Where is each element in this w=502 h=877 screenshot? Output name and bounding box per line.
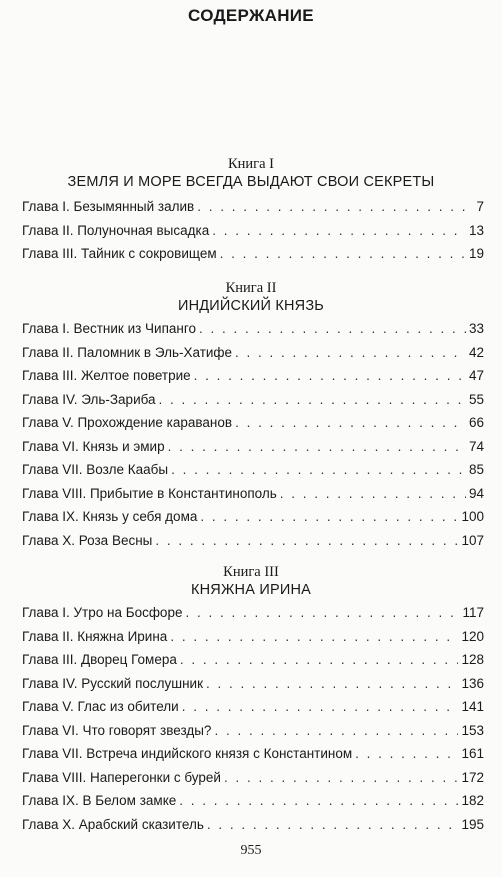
chapter-page: 85 (468, 462, 484, 477)
chapter-title: Глава IX. В Белом замке (22, 793, 177, 808)
book-label: Книга I (227, 156, 275, 172)
chapter-page: 13 (468, 222, 484, 238)
chapter-title: Глава I. Вестник из Чипанго (22, 321, 196, 336)
toc-entry[interactable] (22, 817, 484, 841)
chapter-page: 19 (468, 246, 484, 261)
chapter-page: 107 (461, 532, 484, 548)
chapter-title: Глава IX. Князь у себя дома (22, 509, 198, 524)
book-heading-1 (0, 155, 502, 192)
book-name: ИНДИЙСКИЙ КНЯЗЬ (177, 298, 324, 314)
chapter-page: 136 (461, 675, 484, 691)
toc-entry[interactable] (22, 770, 484, 794)
chapter-page: 195 (461, 816, 484, 832)
toc-entry[interactable] (22, 415, 484, 439)
dot-leader (171, 462, 466, 477)
dot-leader (355, 746, 458, 761)
chapter-title: Глава III. Желтое поветрие (22, 368, 191, 383)
dot-leader (224, 770, 459, 785)
chapter-title: Глава I. Утро на Босфоре (22, 605, 183, 620)
dot-leader (185, 605, 459, 620)
chapter-title: Глава VI. Что говорят звезды? (22, 722, 212, 738)
chapter-page: 47 (468, 368, 484, 383)
page-title: СОДЕРЖАНИЕ (188, 6, 314, 25)
chapter-page: 94 (468, 485, 484, 501)
toc-entry[interactable] (22, 223, 484, 247)
toc-entry[interactable] (22, 345, 484, 369)
chapter-title: Глава II. Княжна Ирина (22, 628, 168, 644)
chapter-title: Глава VIII. Прибытие в Константинополь (22, 485, 277, 501)
toc-entry[interactable] (22, 199, 484, 223)
toc-entry[interactable] (22, 486, 484, 510)
chapter-page: 55 (468, 391, 484, 407)
chapter-list-book-2 (22, 321, 484, 556)
toc-entry[interactable] (22, 746, 484, 770)
book-name: КНЯЖНА ИРИНА (190, 582, 311, 598)
toc-entry[interactable] (22, 246, 484, 270)
chapter-title: Глава V. Глас из обители (22, 699, 179, 714)
book-heading-3 (0, 563, 502, 600)
dot-leader (199, 321, 466, 336)
chapter-page: 74 (468, 438, 484, 454)
dot-leader (180, 652, 459, 667)
chapter-page: 66 (468, 415, 484, 430)
toc-entry[interactable] (22, 439, 484, 463)
toc-entry[interactable] (22, 321, 484, 345)
book-name: ЗЕМЛЯ И МОРЕ ВСЕГДА ВЫДАЮТ СВОИ СЕКРЕТЫ (67, 174, 435, 190)
dot-leader (212, 223, 466, 238)
chapter-title: Глава V. Прохождение караванов (22, 415, 233, 430)
chapter-title: Глава I. Безымянный залив (22, 199, 195, 214)
toc-entry[interactable] (22, 533, 484, 557)
chapter-title: Глава III. Тайник с сокровищем (22, 246, 217, 261)
book-label: Книга III (223, 564, 279, 580)
toc-entry[interactable] (22, 793, 484, 817)
dot-leader (214, 723, 458, 738)
chapter-page: 100 (461, 509, 484, 524)
chapter-title: Глава VI. Князь и эмир (22, 438, 165, 454)
toc-entry[interactable] (22, 509, 484, 533)
chapter-page: 161 (461, 746, 484, 761)
chapter-page: 153 (461, 722, 484, 738)
toc-entry[interactable] (22, 368, 484, 392)
chapter-page: 33 (468, 321, 484, 336)
toc-entry[interactable] (22, 699, 484, 723)
toc-entry[interactable] (22, 629, 484, 653)
toc-entry[interactable] (22, 652, 484, 676)
dot-leader (182, 699, 459, 714)
dot-leader (197, 199, 473, 214)
chapter-page: 42 (468, 344, 484, 360)
dot-leader (220, 246, 466, 261)
chapter-title: Глава II. Полуночная высадка (22, 222, 210, 238)
chapter-title: Глава X. Роза Весны (22, 532, 153, 548)
dot-leader (200, 509, 458, 524)
dot-leader (155, 533, 458, 548)
dot-leader (235, 345, 466, 360)
chapter-page: 117 (462, 605, 484, 620)
dot-leader (159, 392, 466, 407)
chapter-page: 120 (461, 628, 484, 644)
chapter-title: Глава X. Арабский сказитель (22, 816, 204, 832)
book-label: Книга II (225, 280, 277, 296)
chapter-page: 182 (461, 793, 484, 808)
dot-leader (207, 817, 459, 832)
chapter-list-book-1 (22, 199, 484, 270)
dot-leader (194, 368, 466, 383)
chapter-title: Глава II. Паломник в Эль-Хатифе (22, 344, 233, 360)
chapter-title: Глава III. Дворец Гомера (22, 652, 177, 667)
chapter-page: 172 (461, 769, 484, 785)
toc-entry[interactable] (22, 676, 484, 700)
chapter-title: Глава IV. Эль-Зариба (22, 391, 156, 407)
chapter-page: 141 (461, 699, 484, 714)
book-heading-2 (0, 279, 502, 316)
chapter-title: Глава VIII. Наперегонки с бурей (22, 769, 221, 785)
toc-entry[interactable] (22, 605, 484, 629)
chapter-title: Глава IV. Русский послушник (22, 675, 204, 691)
toc-entry[interactable] (22, 392, 484, 416)
chapter-title: Глава VII. Возле Каабы (22, 462, 169, 477)
toc-entry[interactable] (22, 462, 484, 486)
chapter-title: Глава VII. Встреча индийского князя с Константином (22, 746, 353, 761)
dot-leader (235, 415, 466, 430)
dot-leader (170, 629, 458, 644)
dot-leader (179, 793, 458, 808)
page-number: 955 (240, 843, 262, 858)
chapter-list-book-3 (22, 605, 484, 840)
toc-entry[interactable] (22, 723, 484, 747)
dot-leader (168, 439, 466, 454)
chapter-page: 7 (476, 199, 484, 214)
dot-leader (280, 486, 466, 501)
chapter-page: 128 (461, 652, 484, 667)
dot-leader (206, 676, 458, 691)
